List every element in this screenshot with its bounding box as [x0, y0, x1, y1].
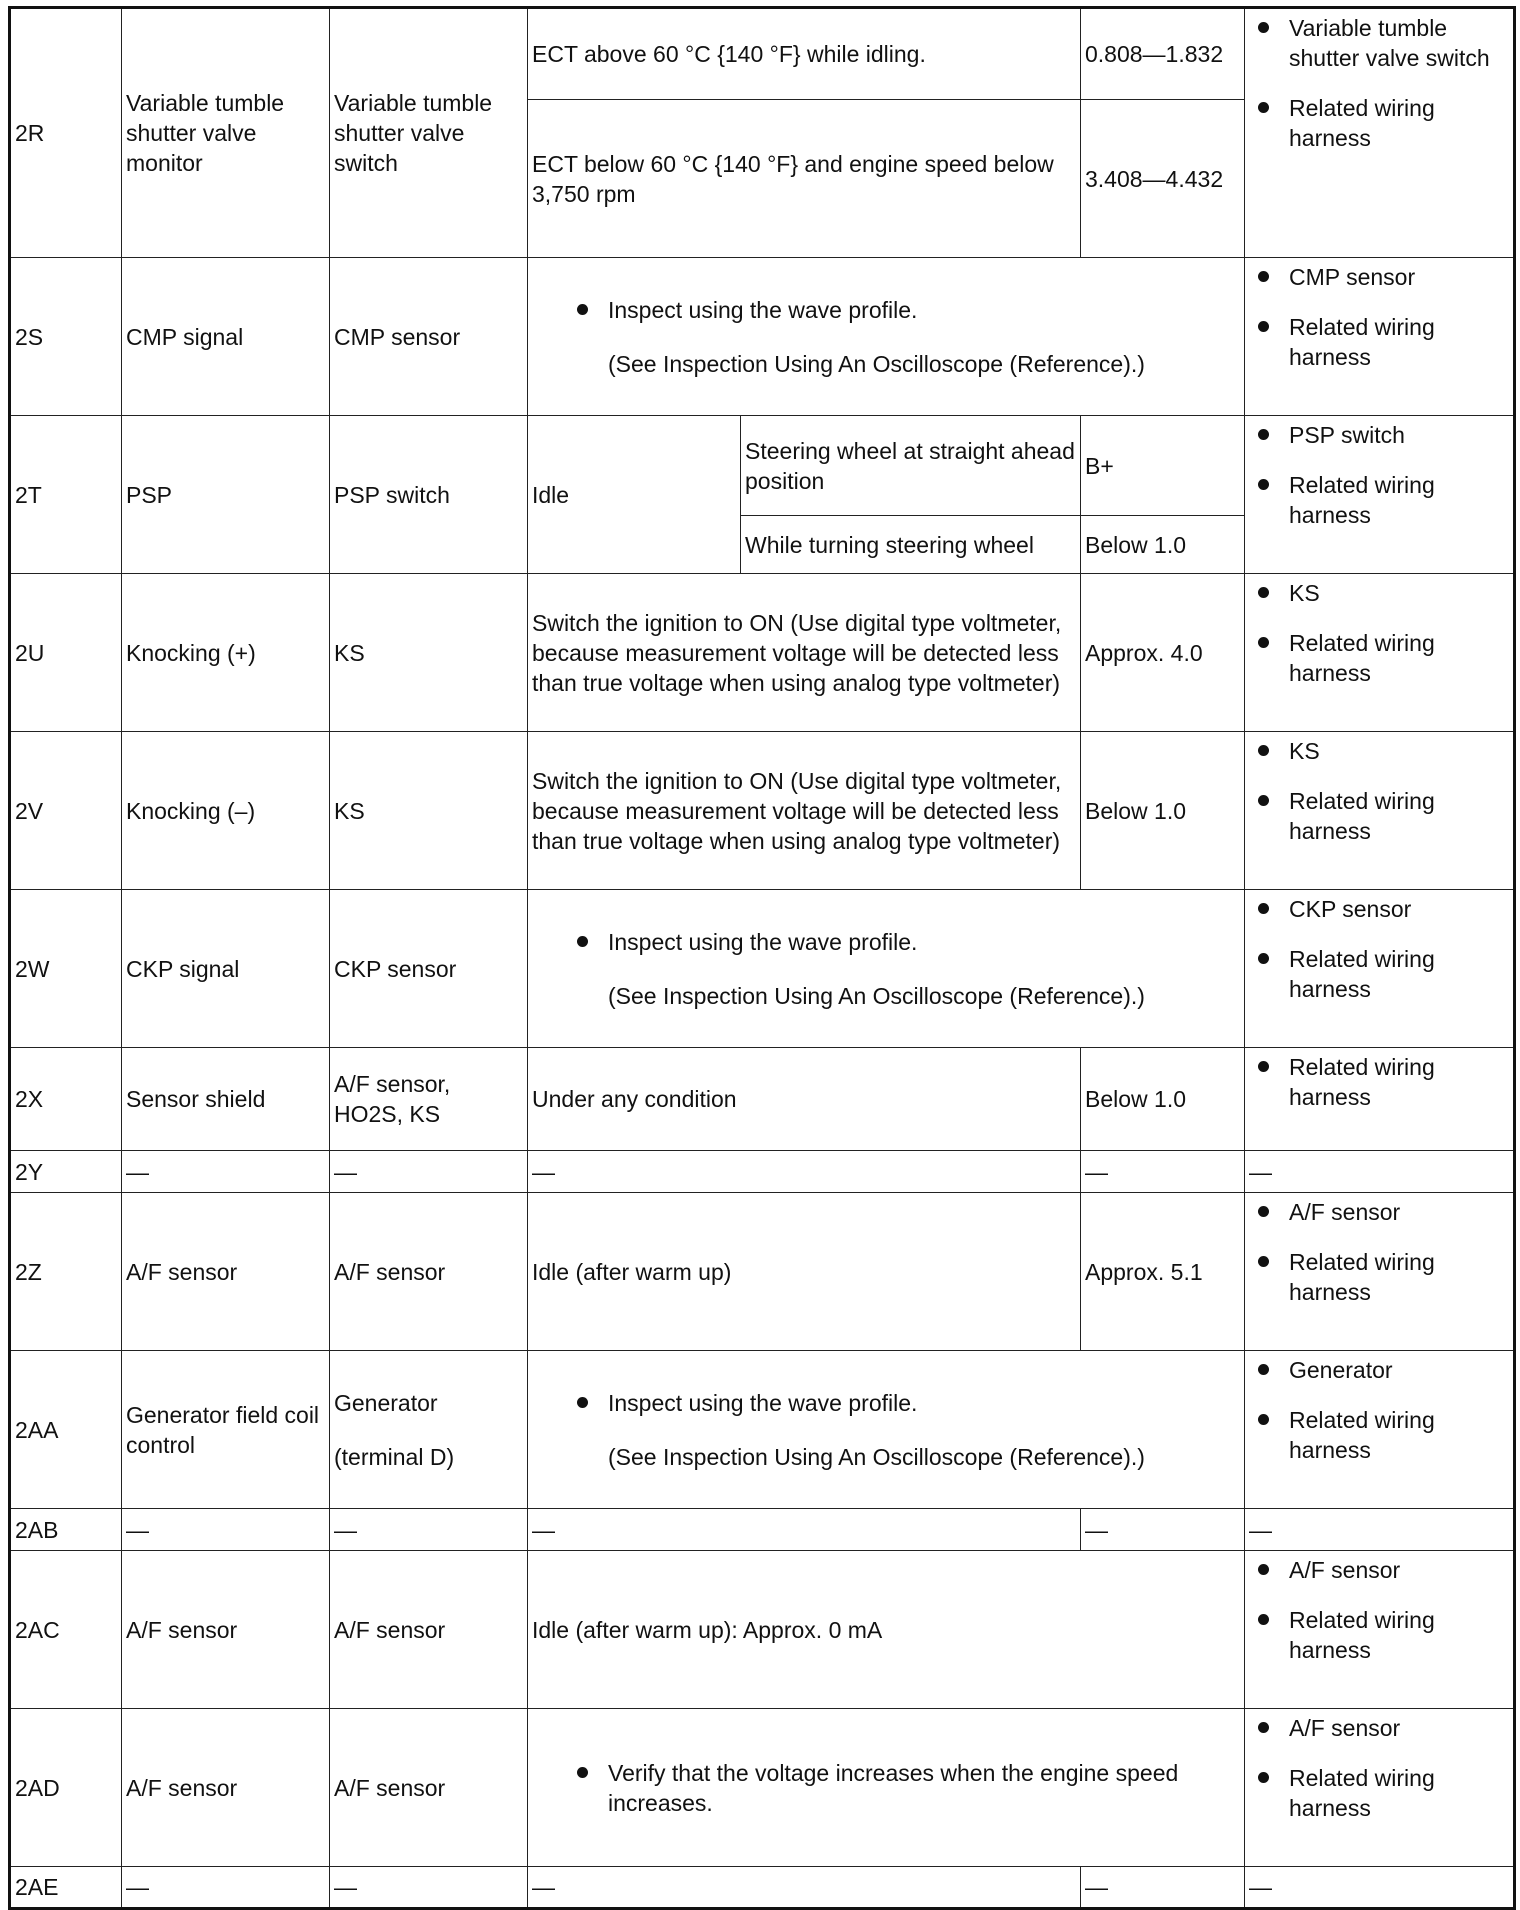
condition-cell — [528, 1709, 1245, 1867]
inspection-cell — [1245, 258, 1515, 416]
condition-bullet: Inspect using the wave profile. — [608, 927, 1240, 957]
condition-cell — [528, 890, 1245, 1048]
inspection-cell — [1245, 574, 1515, 732]
signal-cell: Knocking (–) — [122, 732, 330, 890]
condition-bullet: Inspect using the wave profile. — [608, 295, 1240, 325]
voltage-cell: Below 1.0 — [1081, 732, 1245, 890]
inspection-item: KS — [1289, 578, 1509, 608]
signal-cell: A/F sensor — [122, 1193, 330, 1351]
inspection-cell: — — [1245, 1509, 1515, 1551]
signal-cell: CKP signal — [122, 890, 330, 1048]
table-row — [10, 258, 1515, 416]
inspection-item: Related wiring harness — [1289, 1247, 1509, 1307]
inspection-item: CKP sensor — [1289, 894, 1509, 924]
terminal-cell: 2W — [10, 890, 122, 1048]
table-row — [10, 8, 1515, 100]
terminal-cell: 2AB — [10, 1509, 122, 1551]
signal-cell: A/F sensor — [122, 1709, 330, 1867]
condition-cell: — — [528, 1509, 1081, 1551]
inspection-item: Related wiring harness — [1289, 786, 1509, 846]
inspection-cell — [1245, 416, 1515, 574]
inspection-item: PSP switch — [1289, 420, 1509, 450]
signal-cell: — — [122, 1867, 330, 1909]
voltage-cell: B+ — [1081, 416, 1245, 516]
voltage-cell: 0.808—1.832 — [1081, 8, 1245, 100]
inspection-item: Related wiring harness — [1289, 470, 1509, 530]
table-row — [10, 732, 1515, 890]
connected-to-cell: KS — [330, 732, 528, 890]
voltage-cell: Approx. 5.1 — [1081, 1193, 1245, 1351]
connected-to-cell: A/F sensor — [330, 1709, 528, 1867]
connected-to-cell: PSP switch — [330, 416, 528, 574]
table-row — [10, 1048, 1515, 1151]
voltage-cell: — — [1081, 1867, 1245, 1909]
terminal-cell: 2T — [10, 416, 122, 574]
inspection-item: Related wiring harness — [1289, 93, 1509, 153]
connected-to-cell: — — [330, 1867, 528, 1909]
voltage-cell: 3.408—4.432 — [1081, 100, 1245, 258]
signal-cell: Variable tumble shutter valve monitor — [122, 8, 330, 258]
condition-cell: Idle (after warm up): Approx. 0 mA — [528, 1551, 1245, 1709]
reference-note: (See Inspection Using An Oscilloscope (Reference).) — [608, 982, 1145, 1009]
connected-to-cell: — — [330, 1151, 528, 1193]
table-row — [10, 416, 1515, 516]
inspection-item: Related wiring harness — [1289, 312, 1509, 372]
terminal-cell: 2V — [10, 732, 122, 890]
condition-cell: Idle — [528, 416, 741, 574]
connected-to-cell: — — [330, 1509, 528, 1551]
table-row — [10, 1193, 1515, 1351]
inspection-cell — [1245, 1351, 1515, 1509]
inspection-item: A/F sensor — [1289, 1197, 1509, 1227]
terminal-cell: 2Y — [10, 1151, 122, 1193]
inspection-cell — [1245, 1709, 1515, 1867]
condition-bullet: Inspect using the wave profile. — [608, 1388, 1240, 1418]
inspection-cell — [1245, 1048, 1515, 1151]
condition-cell: Under any condition — [528, 1048, 1081, 1151]
reference-note: (See Inspection Using An Oscilloscope (Reference).) — [608, 1443, 1145, 1470]
signal-cell: — — [122, 1509, 330, 1551]
terminal-cell: 2S — [10, 258, 122, 416]
table-row — [10, 1151, 1515, 1193]
inspection-item: Related wiring harness — [1289, 1052, 1509, 1112]
condition-cell: — — [528, 1867, 1081, 1909]
inspection-item: Related wiring harness — [1289, 944, 1509, 1004]
terminal-cell: 2AD — [10, 1709, 122, 1867]
table-row — [10, 574, 1515, 732]
voltage-cell: — — [1081, 1509, 1245, 1551]
inspection-item: A/F sensor — [1289, 1555, 1509, 1585]
condition-cell: Switch the ignition to ON (Use digital type voltmeter, because measurement voltage will be detected less than true voltage when using analog type voltmeter) — [528, 732, 1081, 890]
connected-to-cell: CKP sensor — [330, 890, 528, 1048]
terminal-cell: 2AA — [10, 1351, 122, 1509]
connected-to-line: Generator — [334, 1389, 438, 1416]
signal-cell: PSP — [122, 416, 330, 574]
connected-to-cell: Variable tumble shutter valve switch — [330, 8, 528, 258]
reference-note: (See Inspection Using An Oscilloscope (Reference).) — [608, 350, 1145, 377]
inspection-cell — [1245, 8, 1515, 258]
terminal-cell: 2U — [10, 574, 122, 732]
condition-bullet: Verify that the voltage increases when the engine speed increases. — [608, 1758, 1240, 1818]
inspection-item: KS — [1289, 736, 1509, 766]
terminal-cell: 2X — [10, 1048, 122, 1151]
signal-cell: — — [122, 1151, 330, 1193]
voltage-cell: — — [1081, 1151, 1245, 1193]
table-row — [10, 1709, 1515, 1867]
inspection-item: A/F sensor — [1289, 1713, 1509, 1743]
terminal-spec-page — [8, 6, 1513, 1898]
inspection-cell — [1245, 890, 1515, 1048]
inspection-cell — [1245, 1551, 1515, 1709]
inspection-cell: — — [1245, 1151, 1515, 1193]
table-row — [10, 1509, 1515, 1551]
terminal-voltage-table — [8, 6, 1516, 1910]
inspection-item: Related wiring harness — [1289, 1405, 1509, 1465]
connected-to-cell: A/F sensor, HO2S, KS — [330, 1048, 528, 1151]
table-row — [10, 1867, 1515, 1909]
table-row — [10, 1351, 1515, 1509]
signal-cell: CMP signal — [122, 258, 330, 416]
inspection-item: Related wiring harness — [1289, 628, 1509, 688]
signal-cell: A/F sensor — [122, 1551, 330, 1709]
voltage-cell: Below 1.0 — [1081, 516, 1245, 574]
voltage-cell: Below 1.0 — [1081, 1048, 1245, 1151]
terminal-cell: 2AC — [10, 1551, 122, 1709]
terminal-cell: 2AE — [10, 1867, 122, 1909]
voltage-cell: Approx. 4.0 — [1081, 574, 1245, 732]
inspection-item: Variable tumble shutter valve switch — [1289, 13, 1509, 73]
connected-to-cell: CMP sensor — [330, 258, 528, 416]
inspection-item: Related wiring harness — [1289, 1763, 1509, 1823]
connected-to-cell: KS — [330, 574, 528, 732]
connected-to-cell: A/F sensor — [330, 1193, 528, 1351]
inspection-cell — [1245, 732, 1515, 890]
sub-condition-cell: Steering wheel at straight ahead position — [741, 416, 1081, 516]
connected-to-cell: A/F sensor — [330, 1551, 528, 1709]
inspection-cell: — — [1245, 1867, 1515, 1909]
sub-condition-cell: While turning steering wheel — [741, 516, 1081, 574]
inspection-item: CMP sensor — [1289, 262, 1509, 292]
condition-cell: Switch the ignition to ON (Use digital type voltmeter, because measurement voltage will be detected less than true voltage when using analog type voltmeter) — [528, 574, 1081, 732]
condition-cell — [528, 1351, 1245, 1509]
signal-cell: Sensor shield — [122, 1048, 330, 1151]
signal-cell: Knocking (+) — [122, 574, 330, 732]
connected-to-cell — [330, 1351, 528, 1509]
connected-to-line: (terminal D) — [334, 1443, 455, 1470]
condition-cell: Idle (after warm up) — [528, 1193, 1081, 1351]
inspection-item: Generator — [1289, 1355, 1509, 1385]
table-row — [10, 1551, 1515, 1709]
signal-cell: Generator field coil control — [122, 1351, 330, 1509]
inspection-cell — [1245, 1193, 1515, 1351]
condition-cell — [528, 258, 1245, 416]
condition-cell: ECT below 60 °C {140 °F} and engine speed below 3,750 rpm — [528, 100, 1081, 258]
condition-cell: — — [528, 1151, 1081, 1193]
terminal-cell: 2R — [10, 8, 122, 258]
inspection-item: Related wiring harness — [1289, 1605, 1509, 1665]
table-row — [10, 890, 1515, 1048]
terminal-cell: 2Z — [10, 1193, 122, 1351]
condition-cell: ECT above 60 °C {140 °F} while idling. — [528, 8, 1081, 100]
